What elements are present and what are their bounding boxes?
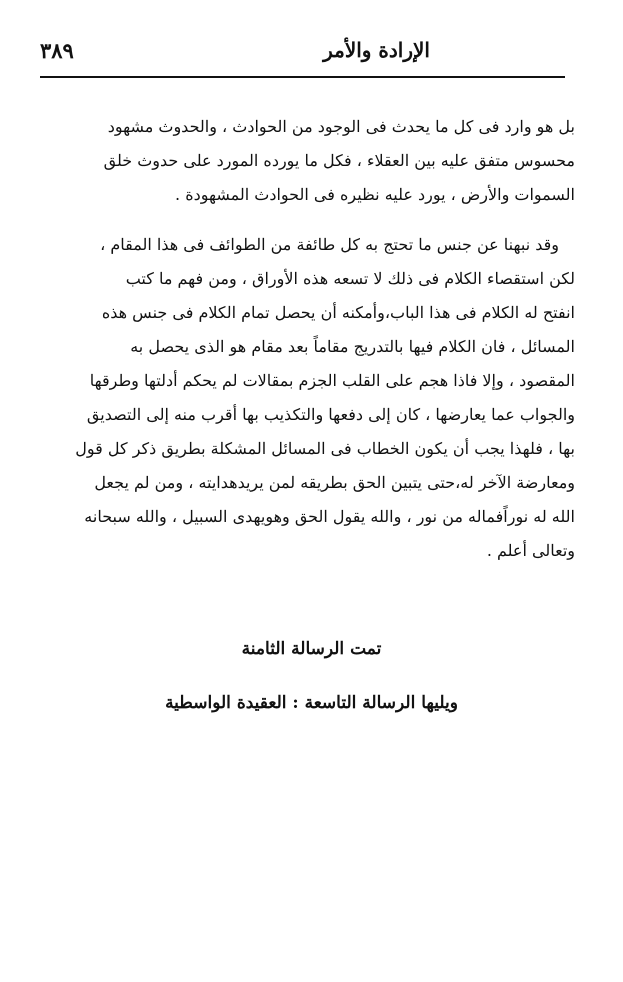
text-line: والجواب عما يعارضها ، كان إلى دفعها والتكذيب بها أقرب منه إلى التصديق — [86, 405, 575, 424]
closing-note: تمت الرسالة الثامنة — [241, 639, 382, 659]
text-line: محسوس متفق عليه بين العقلاء ، فكل ما يورده المورد على حدوث خلق — [103, 151, 575, 170]
running-title: الإرادة والأمر — [323, 38, 430, 62]
text-line: ومعارضة الآخر له،حتى يتبين الحق بطريقه لمن يريدهدايته ، ومن لم يجعل — [94, 473, 575, 492]
next-treatise-note: ويليها الرسالة التاسعة : العقيدة الواسطية — [165, 693, 458, 713]
page-header — [40, 38, 565, 72]
text-line: وتعالى أعلم . — [486, 541, 575, 560]
text-line: بل هو وارد فى كل ما يحدث فى الوجود من الحوادث ، والحدوث مشهود — [107, 117, 575, 136]
text-line: لكن استقصاء الكلام فى ذلك لا تسعه هذه الأوراق ، ومن فهم ما كتب — [125, 269, 575, 288]
text-line: وقد نبهنا عن جنس ما تحتج به كل طائفة من الطوائف فى هذا المقام ، — [100, 235, 559, 254]
text-line: المسائل ، فان الكلام فيها بالتدريج مقاماً بعد مقام هو الذى يحصل به — [130, 337, 575, 356]
header-rule — [40, 76, 565, 78]
body-text — [44, 110, 575, 568]
text-line: الله له نوراًفماله من نور ، والله يقول الحق وهويهدى السبيل ، والله سبحانه — [84, 507, 575, 526]
text-line: السموات والأرض ، يورد عليه نظيره فى الحوادث المشهودة . — [175, 185, 575, 204]
page-number: ٣٨٩ — [40, 38, 74, 63]
text-line: المقصود ، وإلا فاذا هجم على القلب الجزم بمقالات لم يحكم أدلتها وطرقها — [89, 371, 575, 390]
paragraph-gap — [44, 212, 575, 228]
text-line: انفتح له الكلام فى هذا الباب،وأمكنه أن يحصل تمام الكلام فى جنس هذه — [101, 303, 575, 322]
text-line: بها ، فلهذا يجب أن يكون الخطاب فى المسائل المشكلة بطريق ذكر كل قول — [75, 439, 575, 458]
